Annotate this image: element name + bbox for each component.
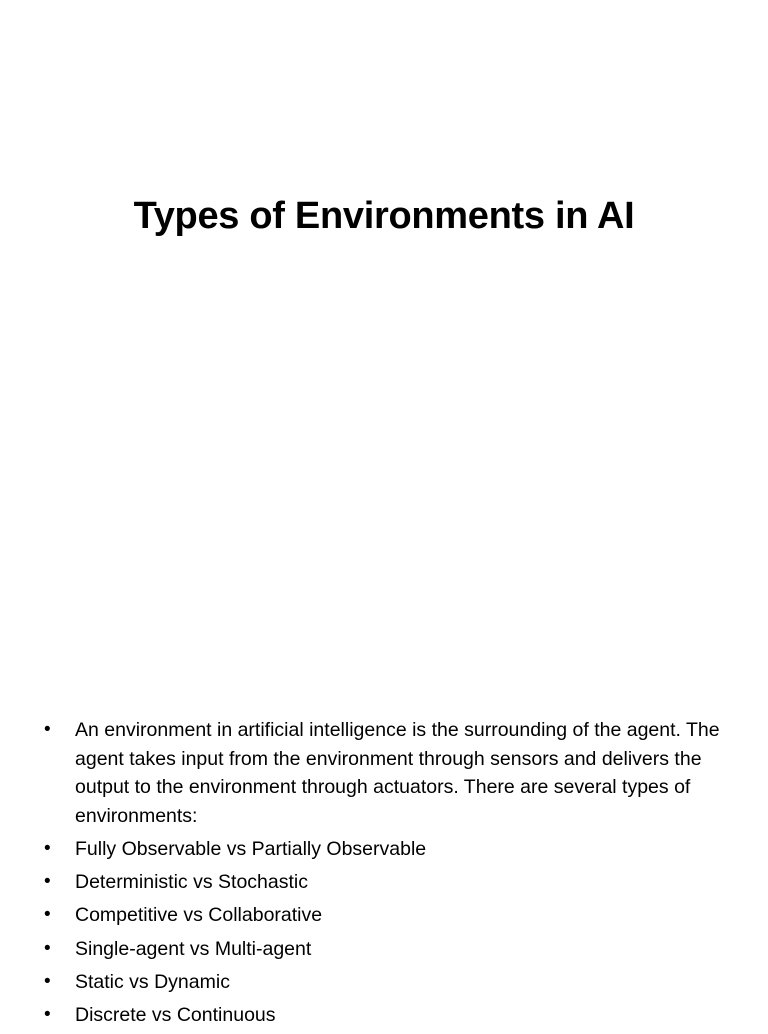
bullet-dot-icon: •: [44, 904, 51, 926]
bullet-item-continuity: [44, 1001, 724, 1030]
bullet-text: Deterministic vs Stochastic: [75, 871, 308, 894]
bullet-text: Single-agent vs Multi-agent: [75, 937, 312, 960]
bullet-dot-icon: •: [44, 937, 51, 959]
bullet-dot-icon: •: [44, 970, 51, 992]
bullet-dot-icon: •: [44, 871, 51, 893]
bullet-text: Discrete vs Continuous: [75, 1003, 276, 1026]
bullet-item-observability: [44, 835, 724, 864]
bullet-dot-icon: •: [44, 1003, 51, 1025]
bullet-item-agents: [44, 935, 724, 964]
bullet-item-competition: [44, 901, 724, 930]
bullet-text: Static vs Dynamic: [75, 970, 230, 993]
bullet-dot-icon: •: [44, 837, 51, 859]
bullet-text: An environment in artificial intelligence is the surrounding of the agent. The agent takes input from the environment through sensors and delivers the output to the environment through actuators. There are several types of environments:: [75, 719, 720, 827]
bullet-text: Fully Observable vs Partially Observable: [75, 837, 427, 860]
bullet-text: Competitive vs Collaborative: [75, 904, 323, 927]
bullet-item-dynamics: [44, 968, 724, 997]
slide-title: Types of Environments in AI: [133, 195, 635, 237]
bullet-dot-icon: •: [44, 719, 51, 740]
bullet-list: [44, 716, 724, 1034]
bullet-item-determinism: [44, 868, 724, 897]
bullet-item-intro: [44, 716, 724, 830]
